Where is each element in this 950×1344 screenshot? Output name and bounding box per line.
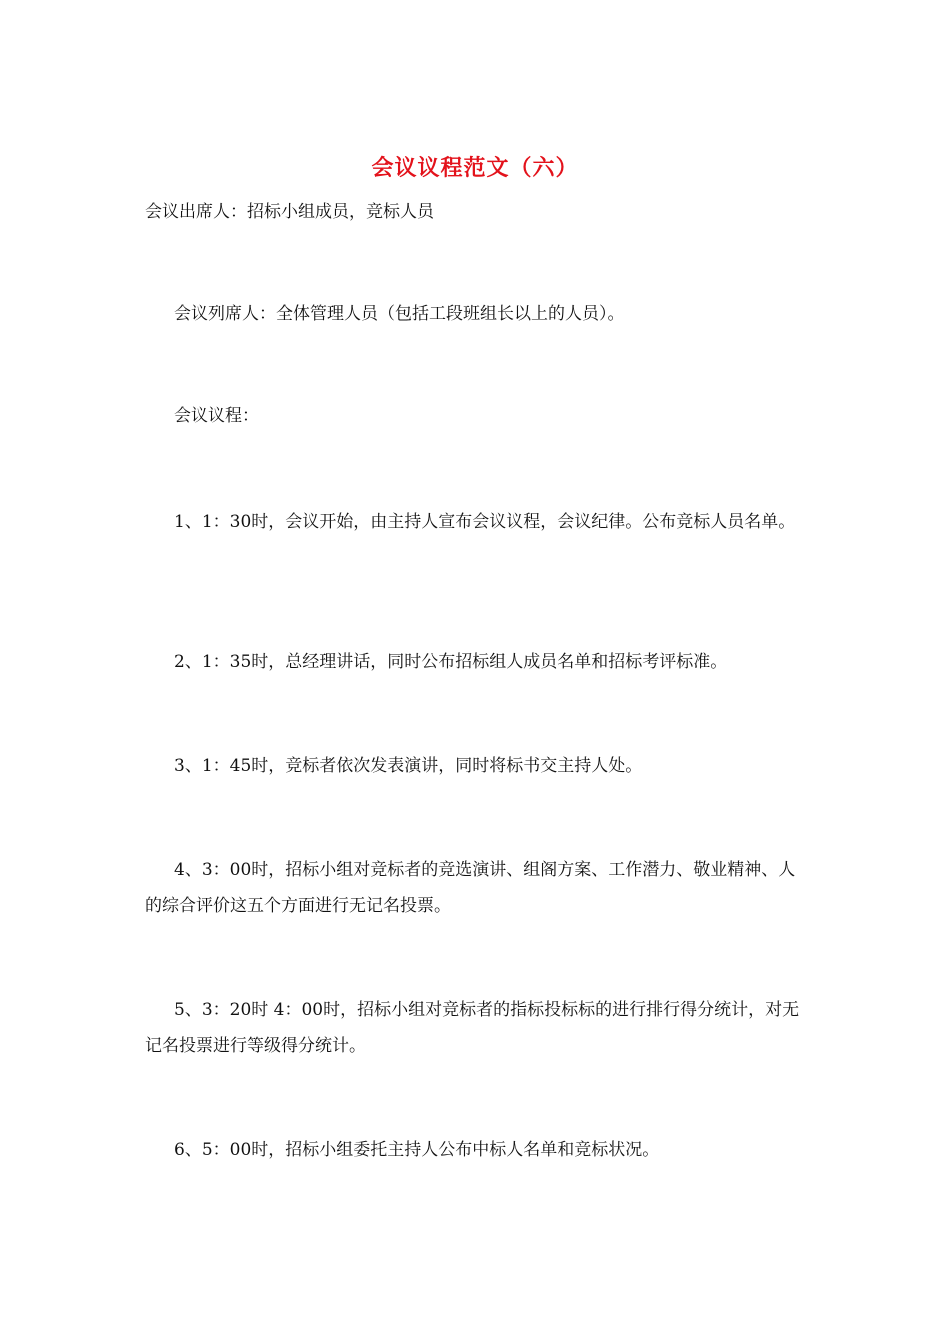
agenda-item-2: 2、1：35时，总经理讲话，同时公布招标组人成员名单和招标考评标准。 [174,652,728,672]
agenda-item-1: 1、1：30时，会议开始，由主持人宣布会议议程，会议纪律。公布竞标人员名单。 [174,512,796,532]
document-title: 会议议程范文（六） [371,155,579,181]
observers-line: 会议列席人：全体管理人员（包括工段班组长以上的人员）。 [174,304,625,324]
agenda-item-3: 3、1：45时，竞标者依次发表演讲，同时将标书交主持人处。 [174,756,643,776]
agenda-item-6: 6、5：00时，招标小组委托主持人公布中标人名单和竞标状况。 [174,1140,660,1160]
agenda-item-5: 5、3：20时 4：00时，招标小组对竞标者的指标投标标的进行排行得分统计，对无记名投票进行等级得分统计。 [145,1000,800,1056]
attendees-line: 会议出席人：招标小组成员，竞标人员 [145,202,434,222]
agenda-item-4: 4、3：00时，招标小组对竞标者的竞选演讲、组阁方案、工作潜力、敬业精神、人的综合评价这五个方面进行无记名投票。 [145,860,796,916]
agenda-heading: 会议议程： [174,406,259,426]
